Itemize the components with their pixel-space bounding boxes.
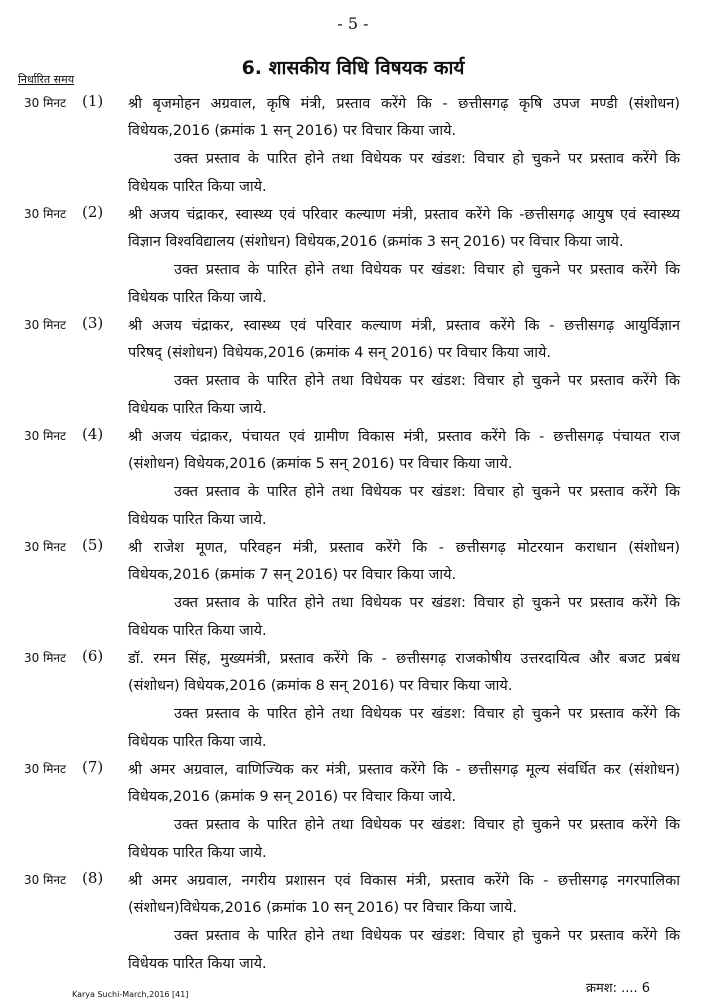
item-line: श्री राजेश मूणत, परिवहन मंत्री, प्रस्ताव करेंगे कि - छत्तीसगढ़ मोटरयान कराधान (संशोधन): [128, 540, 680, 556]
item-line: उक्त प्रस्ताव के पारित होने तथा विधेयक पर खंडश: विचार हो चुकने पर प्रस्ताव करेंगे कि: [174, 484, 680, 500]
item-line: श्री बृजमोहन अग्रवाल, कृषि मंत्री, प्रस्ताव करेंगे कि - छत्तीसगढ़ कृषि उपज मण्डी (संशोधन): [128, 96, 680, 112]
item-line: (संशोधन) विधेयक,2016 (क्रमांक 8 सन् 2016) पर विचार किया जाये.: [128, 678, 513, 694]
agenda-item-4: [0, 425, 706, 536]
footer-continued: क्रमश: .... 6: [586, 981, 651, 996]
item-line: श्री अमर अग्रवाल, नगरीय प्रशासन एवं विकास मंत्री, प्रस्ताव करेंगे कि - छत्तीसगढ़ नगरपालिका: [128, 873, 680, 889]
agenda-item-1: [0, 92, 706, 203]
item-line: परिषद् (संशोधन) विधेयक,2016 (क्रमांक 4 सन् 2016) पर विचार किया जाये.: [128, 345, 552, 361]
item-line: श्री अमर अग्रवाल, वाणिज्यिक कर मंत्री, प्रस्ताव करेंगे कि - छत्तीसगढ़ मूल्य संवर्धित कर (संशोधन): [128, 762, 680, 778]
agenda-item-6: [0, 647, 706, 758]
item-line: विधेयक,2016 (क्रमांक 7 सन् 2016) पर विचार किया जाये.: [128, 567, 457, 583]
item-number: (3): [82, 314, 104, 332]
item-time: 30 मिनट: [24, 96, 67, 110]
item-line: उक्त प्रस्ताव के पारित होने तथा विधेयक पर खंडश: विचार हो चुकने पर प्रस्ताव करेंगे कि: [174, 373, 680, 389]
item-line: उक्त प्रस्ताव के पारित होने तथा विधेयक पर खंडश: विचार हो चुकने पर प्रस्ताव करेंगे कि: [174, 928, 680, 944]
agenda-items: [0, 92, 706, 980]
item-line: डॉ. रमन सिंह, मुख्यमंत्री, प्रस्ताव करेंगे कि - छत्तीसगढ़ राजकोषीय उत्तरदायित्व और बजट प्रबंध: [128, 651, 680, 667]
item-number: (8): [82, 869, 104, 887]
item-number: (5): [82, 536, 104, 554]
agenda-item-7: [0, 758, 706, 869]
item-line: विधेयक,2016 (क्रमांक 9 सन् 2016) पर विचार किया जाये.: [128, 789, 457, 805]
page-number: - 5 -: [337, 14, 369, 33]
agenda-item-5: [0, 536, 706, 647]
agenda-item-8: [0, 869, 706, 980]
item-time: 30 मिनट: [24, 873, 67, 887]
item-number: (6): [82, 647, 104, 665]
item-line: विधेयक पारित किया जाये.: [128, 734, 267, 750]
item-line: विधेयक पारित किया जाये.: [128, 512, 267, 528]
item-line: विज्ञान विश्वविद्यालय (संशोधन) विधेयक,2016 (क्रमांक 3 सन् 2016) पर विचार किया जाये.: [128, 234, 624, 250]
item-time: 30 मिनट: [24, 318, 67, 332]
item-line: (संशोधन) विधेयक,2016 (क्रमांक 5 सन् 2016) पर विचार किया जाये.: [128, 456, 513, 472]
item-line: उक्त प्रस्ताव के पारित होने तथा विधेयक पर खंडश: विचार हो चुकने पर प्रस्ताव करेंगे कि: [174, 262, 680, 278]
time-column-header: निर्धारित समय: [18, 73, 75, 86]
item-time: 30 मिनट: [24, 207, 67, 221]
item-line: विधेयक पारित किया जाये.: [128, 401, 267, 417]
item-time: 30 मिनट: [24, 540, 67, 554]
item-number: (7): [82, 758, 104, 776]
item-number: (2): [82, 203, 104, 221]
item-line: उक्त प्रस्ताव के पारित होने तथा विधेयक पर खंडश: विचार हो चुकने पर प्रस्ताव करेंगे कि: [174, 151, 680, 167]
item-line: विधेयक पारित किया जाये.: [128, 623, 267, 639]
item-time: 30 मिनट: [24, 651, 67, 665]
item-time: 30 मिनट: [24, 762, 67, 776]
item-line: विधेयक पारित किया जाये.: [128, 956, 267, 972]
item-line: उक्त प्रस्ताव के पारित होने तथा विधेयक पर खंडश: विचार हो चुकने पर प्रस्ताव करेंगे कि: [174, 706, 680, 722]
item-line: विधेयक पारित किया जाये.: [128, 179, 267, 195]
item-time: 30 मिनट: [24, 429, 67, 443]
item-line: श्री अजय चंद्राकर, पंचायत एवं ग्रामीण विकास मंत्री, प्रस्ताव करेंगे कि - छत्तीसगढ़ पंचायत राज: [128, 429, 680, 445]
item-line: विधेयक पारित किया जाये.: [128, 845, 267, 861]
item-line: (संशोधन)विधेयक,2016 (क्रमांक 10 सन् 2016) पर विचार किया जाये.: [128, 900, 518, 916]
item-number: (4): [82, 425, 104, 443]
agenda-item-2: [0, 203, 706, 314]
item-line: विधेयक,2016 (क्रमांक 1 सन् 2016) पर विचार किया जाये.: [128, 123, 457, 139]
item-number: (1): [82, 92, 104, 110]
item-line: उक्त प्रस्ताव के पारित होने तथा विधेयक पर खंडश: विचार हो चुकने पर प्रस्ताव करेंगे कि: [174, 817, 680, 833]
section-title: 6. शासकीय विधि विषयक कार्य: [241, 57, 465, 79]
agenda-item-3: [0, 314, 706, 425]
item-line: विधेयक पारित किया जाये.: [128, 290, 267, 306]
item-line: उक्त प्रस्ताव के पारित होने तथा विधेयक पर खंडश: विचार हो चुकने पर प्रस्ताव करेंगे कि: [174, 595, 680, 611]
footer-document-ref: Karya Suchi-March,2016 [41]: [72, 990, 189, 999]
item-line: श्री अजय चंद्राकर, स्वास्थ्य एवं परिवार कल्याण मंत्री, प्रस्ताव करेंगे कि -छत्तीसगढ़ आयुष एवं स्वास्थ्य: [128, 207, 680, 223]
item-line: श्री अजय चंद्राकर, स्वास्थ्य एवं परिवार कल्याण मंत्री, प्रस्ताव करेंगे कि - छत्तीसगढ़ आयुर्विज्ञान: [128, 318, 680, 334]
